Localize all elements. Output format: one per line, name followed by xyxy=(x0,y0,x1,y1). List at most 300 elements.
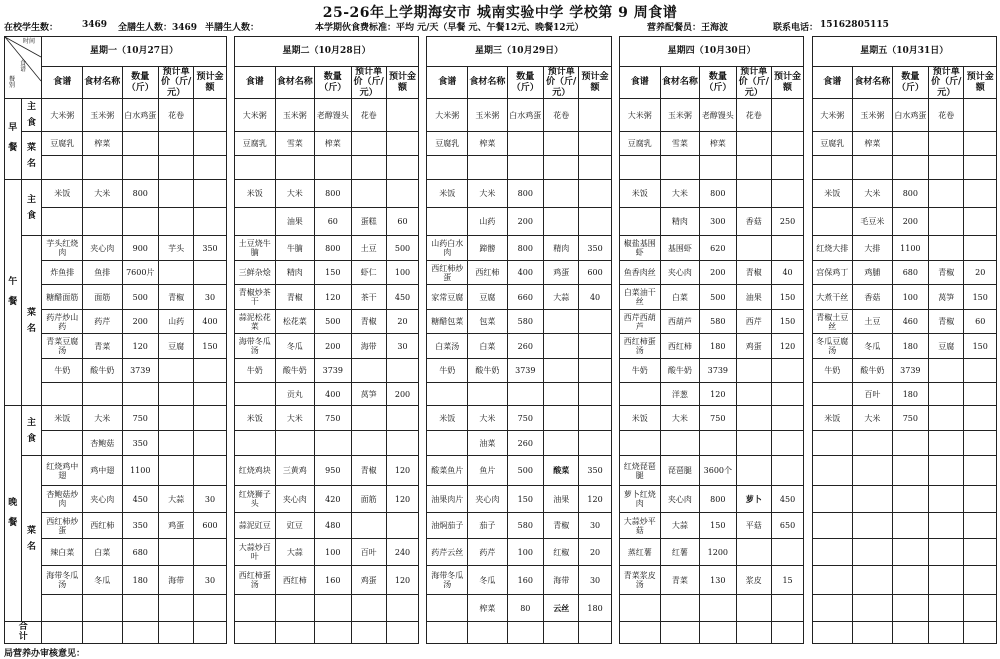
gap-cell xyxy=(804,132,812,156)
empty-cell xyxy=(853,156,893,180)
gap-cell xyxy=(804,359,812,383)
lunch-staple-cell: 米饭 xyxy=(620,180,661,208)
dinner-dish-cell: 30 xyxy=(194,566,226,595)
breakfast-dish-cell xyxy=(158,132,193,156)
dinner-staple-cell xyxy=(427,431,468,456)
dinner-dish-cell: 青椒 xyxy=(544,513,579,539)
empty-cell xyxy=(275,156,315,180)
dinner-dish-cell: 蒸红薯 xyxy=(620,539,661,566)
lunch-dish-cell: 青菜豆腐汤 xyxy=(42,334,83,359)
total-cell xyxy=(158,622,193,644)
dinner-dish-cell: 红椒 xyxy=(544,539,579,566)
gap-cell xyxy=(226,285,234,310)
lunch-dish-cell: 牛奶 xyxy=(42,359,83,383)
gap-cell xyxy=(804,156,812,180)
lunch-dish-cell xyxy=(122,383,158,406)
lunch-dish-cell: 鸡脯 xyxy=(853,261,893,285)
total-cell xyxy=(507,622,543,644)
dinner-dish-cell: 180 xyxy=(122,566,158,595)
lunch-dish-cell: 青椒 xyxy=(736,261,771,285)
dinner-dish-cell xyxy=(892,566,928,595)
lunch-staple-cell: 250 xyxy=(771,208,803,236)
dinner-staple-cell xyxy=(771,431,803,456)
gap-cell xyxy=(226,539,234,566)
breakfast-dish-cell: 榨菜 xyxy=(83,132,123,156)
dinner-dish-cell xyxy=(964,539,997,566)
lunch-dish-cell: 牛奶 xyxy=(234,359,275,383)
lunch-staple-cell: 800 xyxy=(892,180,928,208)
day-header: 星期五（10月31日） xyxy=(812,37,996,67)
total-cell xyxy=(315,622,351,644)
lunch-dish-cell xyxy=(929,359,964,383)
dinner-dish-cell xyxy=(964,513,997,539)
total-cell xyxy=(736,622,771,644)
dinner-staple-cell xyxy=(351,431,386,456)
gap-cell xyxy=(611,406,619,431)
breakfast-staple-cell: 白水鸡蛋 xyxy=(892,99,928,132)
breakfast-dish-cell xyxy=(771,132,803,156)
dinner-dish-cell xyxy=(194,539,226,566)
empty-cell xyxy=(386,156,418,180)
dinner-dish-cell xyxy=(427,595,468,622)
dinner-staple-cell xyxy=(158,406,193,431)
dinner-staple-cell: 大米 xyxy=(853,406,893,431)
total-cell xyxy=(660,622,700,644)
gap-cell xyxy=(611,310,619,334)
lunch-staple-cell xyxy=(736,180,771,208)
dinner-staple-cell: 750 xyxy=(700,406,736,431)
lunch-dish-cell: 20 xyxy=(964,261,997,285)
column-header-price: 预计单价（斤/元） xyxy=(158,67,193,99)
gap-cell xyxy=(226,67,234,99)
day-header: 星期三（10月29日） xyxy=(427,37,611,67)
dinner-dish-cell xyxy=(158,595,193,622)
lunch-staple-cell xyxy=(351,180,386,208)
gap-cell xyxy=(611,285,619,310)
lunch-staple-cell: 200 xyxy=(507,208,543,236)
dinner-dish-cell: 15 xyxy=(771,566,803,595)
dinner-staple-cell xyxy=(386,406,418,431)
lunch-dish-cell: 西红柿 xyxy=(468,261,508,285)
gap-cell xyxy=(804,566,812,595)
students-count: 3469 xyxy=(82,20,108,30)
lunch-dish-cell: 药芹 xyxy=(83,310,123,334)
dinner-staple-cell xyxy=(892,431,928,456)
dinner-staple-cell xyxy=(351,406,386,431)
gap-cell xyxy=(804,310,812,334)
dinner-dish-cell xyxy=(892,539,928,566)
lunch-dish-cell xyxy=(579,383,611,406)
gap-cell xyxy=(804,285,812,310)
sub-label-text: 主食 xyxy=(27,417,37,444)
dinner-staple-cell xyxy=(964,431,997,456)
dinner-staple-cell xyxy=(964,406,997,431)
lunch-dish-cell: 100 xyxy=(892,285,928,310)
lunch-dish-cell: 精肉 xyxy=(275,261,315,285)
dinner-dish-cell: 240 xyxy=(386,539,418,566)
gap-cell xyxy=(226,456,234,486)
dinner-dish-cell xyxy=(771,456,803,486)
lunch-dish-cell: 120 xyxy=(700,383,736,406)
lunch-dish-cell: 620 xyxy=(700,236,736,261)
lunch-dish-cell: 500 xyxy=(315,310,351,334)
dinner-dish-cell xyxy=(853,486,893,513)
gap-cell xyxy=(419,67,427,99)
lunch-dish-cell: 白菜 xyxy=(660,285,700,310)
breakfast-dish-cell: 豆腐乳 xyxy=(42,132,83,156)
empty-cell xyxy=(929,156,964,180)
breakfast-staple-cell: 玉米粥 xyxy=(83,99,123,132)
gap-cell xyxy=(419,180,427,208)
gap-cell xyxy=(804,486,812,513)
dinner-staple-cell: 米饭 xyxy=(620,406,661,431)
sub-label-dishes xyxy=(21,456,42,622)
lunch-dish-cell: 白菜 xyxy=(468,334,508,359)
dinner-dish-cell: 420 xyxy=(315,486,351,513)
empty-cell xyxy=(620,156,661,180)
empty-cell xyxy=(315,156,351,180)
dinner-staple-cell xyxy=(812,431,853,456)
gap-cell xyxy=(419,622,427,644)
lunch-staple-cell xyxy=(158,180,193,208)
lunch-dish-cell: 180 xyxy=(700,334,736,359)
dinner-dish-cell xyxy=(386,595,418,622)
lunch-dish-cell: 山药 xyxy=(158,310,193,334)
lunch-dish-cell xyxy=(351,359,386,383)
column-header-dish: 食谱 xyxy=(620,67,661,99)
dinner-dish-cell: 青椒 xyxy=(351,456,386,486)
dinner-dish-cell: 西红柿炒蛋 xyxy=(42,513,83,539)
lunch-dish-cell xyxy=(812,383,853,406)
dinner-dish-cell: 茄子 xyxy=(468,513,508,539)
lunch-staple-cell: 大米 xyxy=(83,180,123,208)
breakfast-dish-cell: 豆腐乳 xyxy=(812,132,853,156)
gap-cell xyxy=(226,180,234,208)
lunch-dish-cell xyxy=(736,236,771,261)
nutritionist-label: 营养配餐员：王海波 xyxy=(647,23,729,33)
lunch-dish-cell: 牛腩 xyxy=(275,236,315,261)
total-cell xyxy=(700,622,736,644)
lunch-staple-cell: 60 xyxy=(386,208,418,236)
dinner-staple-cell xyxy=(544,431,579,456)
dinner-dish-cell xyxy=(812,595,853,622)
dinner-dish-cell: 350 xyxy=(122,513,158,539)
gap-cell xyxy=(804,406,812,431)
lunch-dish-cell xyxy=(620,383,661,406)
breakfast-dish-cell xyxy=(507,132,543,156)
lunch-dish-cell xyxy=(579,310,611,334)
corner-meal: 餐别 xyxy=(8,76,15,89)
dinner-dish-cell xyxy=(853,566,893,595)
dinner-dish-cell xyxy=(812,456,853,486)
dinner-staple-cell xyxy=(700,431,736,456)
lunch-staple-cell xyxy=(427,208,468,236)
dinner-staple-cell: 米饭 xyxy=(234,406,275,431)
dinner-staple-cell: 大米 xyxy=(468,406,508,431)
sub-label-dishes xyxy=(21,132,42,180)
dinner-dish-cell: 20 xyxy=(579,539,611,566)
lunch-dish-cell: 800 xyxy=(315,236,351,261)
lunch-dish-cell: 30 xyxy=(386,334,418,359)
breakfast-staple-cell: 花卷 xyxy=(736,99,771,132)
lunch-staple-cell: 200 xyxy=(892,208,928,236)
dinner-dish-cell xyxy=(351,513,386,539)
lunch-dish-cell: 3739 xyxy=(892,359,928,383)
lunch-dish-cell: 白菜汤 xyxy=(427,334,468,359)
dinner-staple-cell xyxy=(194,431,226,456)
lunch-staple-cell: 60 xyxy=(315,208,351,236)
column-header-ingredient: 食材名称 xyxy=(83,67,123,99)
empty-cell xyxy=(427,156,468,180)
breakfast-dish-cell xyxy=(194,132,226,156)
total-cell xyxy=(427,622,468,644)
sub-label-staple xyxy=(21,406,42,456)
dinner-dish-cell: 160 xyxy=(507,566,543,595)
gap-cell xyxy=(611,456,619,486)
dinner-staple-cell: 750 xyxy=(315,406,351,431)
total-cell xyxy=(468,622,508,644)
gap-cell xyxy=(226,99,234,132)
lunch-staple-cell xyxy=(194,208,226,236)
total-cell xyxy=(812,622,853,644)
gap-cell xyxy=(611,513,619,539)
gap-cell xyxy=(419,539,427,566)
gap-cell xyxy=(611,67,619,99)
gap-cell xyxy=(419,334,427,359)
lunch-dish-cell: 炸鱼排 xyxy=(42,261,83,285)
lunch-dish-cell xyxy=(194,359,226,383)
dinner-dish-cell: 1200 xyxy=(700,539,736,566)
breakfast-dish-cell: 榨菜 xyxy=(700,132,736,156)
lunch-dish-cell xyxy=(158,359,193,383)
gap-cell xyxy=(226,595,234,622)
breakfast-staple-cell: 花卷 xyxy=(351,99,386,132)
dinner-dish-cell: 冬瓜 xyxy=(83,566,123,595)
dinner-dish-cell: 600 xyxy=(194,513,226,539)
breakfast-dish-cell: 豆腐乳 xyxy=(620,132,661,156)
dinner-dish-cell: 800 xyxy=(700,486,736,513)
sub-label-staple xyxy=(21,180,42,236)
column-header-dish: 食谱 xyxy=(427,67,468,99)
gap-cell xyxy=(804,383,812,406)
lunch-dish-cell: 糖醋面筋 xyxy=(42,285,83,310)
total-cell xyxy=(83,622,123,644)
lunch-dish-cell: 500 xyxy=(700,285,736,310)
dinner-staple-cell: 米饭 xyxy=(812,406,853,431)
dinner-dish-cell xyxy=(736,595,771,622)
lunch-dish-cell: 3739 xyxy=(507,359,543,383)
gap-cell xyxy=(419,486,427,513)
column-header-qty: 数量（斤） xyxy=(892,67,928,99)
column-header-qty: 数量（斤） xyxy=(315,67,351,99)
lunch-dish-cell xyxy=(771,359,803,383)
dinner-dish-cell: 120 xyxy=(386,566,418,595)
lunch-dish-cell xyxy=(427,383,468,406)
lunch-dish-cell: 3739 xyxy=(122,359,158,383)
lunch-dish-cell: 芋头红烧肉 xyxy=(42,236,83,261)
lunch-dish-cell: 680 xyxy=(892,261,928,285)
dinner-dish-cell: 夹心肉 xyxy=(275,486,315,513)
dinner-staple-cell: 大米 xyxy=(275,406,315,431)
gap-cell xyxy=(611,156,619,180)
dinner-dish-cell: 鱼片 xyxy=(468,456,508,486)
empty-cell xyxy=(771,156,803,180)
gap-cell xyxy=(226,383,234,406)
dinner-dish-cell: 160 xyxy=(315,566,351,595)
lunch-dish-cell: 牛奶 xyxy=(812,359,853,383)
dinner-dish-cell: 酸菜鱼片 xyxy=(427,456,468,486)
dinner-staple-cell xyxy=(620,431,661,456)
gap-cell xyxy=(226,310,234,334)
empty-cell xyxy=(194,156,226,180)
gap-cell xyxy=(226,622,234,644)
lunch-dish-cell: 150 xyxy=(964,285,997,310)
dinner-staple-cell: 750 xyxy=(122,406,158,431)
dinner-dish-cell: 130 xyxy=(700,566,736,595)
dinner-dish-cell: 药芹云丝 xyxy=(427,539,468,566)
gap-cell xyxy=(226,156,234,180)
gap-cell xyxy=(419,359,427,383)
page-title: 25-26年上学期海安市 城南实验中学 学校第 9 周食谱 xyxy=(322,5,678,21)
lunch-staple-cell xyxy=(158,208,193,236)
lunch-dish-cell: 包菜 xyxy=(468,310,508,334)
lunch-staple-cell: 米饭 xyxy=(42,180,83,208)
dinner-dish-cell xyxy=(812,539,853,566)
sub-label-text: 菜名 xyxy=(27,525,37,552)
breakfast-staple-cell: 玉米粥 xyxy=(853,99,893,132)
gap-cell xyxy=(611,359,619,383)
dinner-dish-cell: 红烧鸡块 xyxy=(234,456,275,486)
dinner-dish-cell: 大蒜 xyxy=(158,486,193,513)
lunch-staple-cell xyxy=(964,208,997,236)
lunch-dish-cell: 精肉 xyxy=(544,236,579,261)
lunch-dish-cell: 西芹 xyxy=(736,310,771,334)
lunch-dish-cell: 蒜泥松花菜 xyxy=(234,310,275,334)
breakfast-staple-cell: 大米粥 xyxy=(620,99,661,132)
dinner-staple-cell: 260 xyxy=(507,431,543,456)
gap-cell xyxy=(419,156,427,180)
dinner-dish-cell: 680 xyxy=(122,539,158,566)
dinner-dish-cell: 油焖茄子 xyxy=(427,513,468,539)
lunch-dish-cell xyxy=(234,383,275,406)
column-header-dish: 食谱 xyxy=(42,67,83,99)
gap-cell xyxy=(804,456,812,486)
gap-cell xyxy=(419,236,427,261)
gap-cell xyxy=(804,513,812,539)
lunch-dish-cell: 豆腐 xyxy=(158,334,193,359)
empty-cell xyxy=(660,156,700,180)
day-header: 星期四（10月30日） xyxy=(620,37,804,67)
lunch-staple-cell: 800 xyxy=(700,180,736,208)
meal-label-dinner xyxy=(5,406,22,622)
dinner-staple-cell xyxy=(42,431,83,456)
total-cell xyxy=(892,622,928,644)
gap-cell xyxy=(611,208,619,236)
lunch-dish-cell: 460 xyxy=(892,310,928,334)
dinner-dish-cell xyxy=(158,539,193,566)
lunch-dish-cell: 大煮干丝 xyxy=(812,285,853,310)
lunch-dish-cell: 3739 xyxy=(700,359,736,383)
breakfast-dish-cell: 榨菜 xyxy=(468,132,508,156)
lunch-dish-cell xyxy=(736,383,771,406)
sub-label-text: 菜名 xyxy=(27,307,37,334)
breakfast-staple-cell: 玉米粥 xyxy=(660,99,700,132)
dinner-dish-cell: 150 xyxy=(507,486,543,513)
lunch-staple-cell: 大米 xyxy=(660,180,700,208)
lunch-dish-cell xyxy=(158,261,193,285)
lunch-dish-cell: 豆腐 xyxy=(468,285,508,310)
lunch-dish-cell: 西红柿 xyxy=(660,334,700,359)
dinner-dish-cell: 豇豆 xyxy=(275,513,315,539)
dinner-staple-cell: 大米 xyxy=(83,406,123,431)
dinner-dish-cell: 浆皮 xyxy=(736,566,771,595)
gap-cell xyxy=(226,566,234,595)
lunch-dish-cell xyxy=(544,310,579,334)
students-label: 在校学生数： xyxy=(4,23,59,33)
gap-cell xyxy=(611,539,619,566)
dinner-dish-cell xyxy=(853,513,893,539)
lunch-dish-cell: 580 xyxy=(700,310,736,334)
lunch-dish-cell xyxy=(42,383,83,406)
lunch-dish-cell xyxy=(579,334,611,359)
lunch-dish-cell: 香菇 xyxy=(853,285,893,310)
lunch-dish-cell: 260 xyxy=(507,334,543,359)
gap-cell xyxy=(419,513,427,539)
lunch-dish-cell: 油果 xyxy=(736,285,771,310)
dinner-dish-cell xyxy=(700,595,736,622)
total-cell xyxy=(275,622,315,644)
lunch-dish-cell: 20 xyxy=(386,310,418,334)
gap-cell xyxy=(804,208,812,236)
lunch-dish-cell: 30 xyxy=(194,285,226,310)
dinner-dish-cell: 萝卜红烧肉 xyxy=(620,486,661,513)
total-cell xyxy=(386,622,418,644)
dinner-dish-cell: 三黄鸡 xyxy=(275,456,315,486)
lunch-dish-cell: 1100 xyxy=(892,236,928,261)
dinner-dish-cell xyxy=(386,513,418,539)
breakfast-dish-cell: 豆腐乳 xyxy=(234,132,275,156)
gap-cell xyxy=(419,456,427,486)
dinner-dish-cell xyxy=(194,456,226,486)
lunch-dish-cell: 150 xyxy=(194,334,226,359)
lunch-dish-cell: 洋葱 xyxy=(660,383,700,406)
column-header-ingredient: 食材名称 xyxy=(660,67,700,99)
lunch-dish-cell: 山药白水肉 xyxy=(427,236,468,261)
lunch-staple-cell: 蛋糕 xyxy=(351,208,386,236)
dinner-dish-cell: 海带冬瓜汤 xyxy=(427,566,468,595)
gap-cell xyxy=(226,261,234,285)
gap-cell xyxy=(419,208,427,236)
sub-label-text: 主食 xyxy=(27,102,37,129)
gap-cell xyxy=(226,359,234,383)
empty-cell xyxy=(386,99,418,132)
dinner-dish-cell xyxy=(892,486,928,513)
menu-table xyxy=(4,36,997,644)
breakfast-staple-cell: 白水鸡蛋 xyxy=(507,99,543,132)
gap-cell xyxy=(804,261,812,285)
lunch-dish-cell: 药芹炒山药 xyxy=(42,310,83,334)
dinner-dish-cell: 夹心肉 xyxy=(468,486,508,513)
lunch-dish-cell xyxy=(468,383,508,406)
dinner-dish-cell xyxy=(620,595,661,622)
lunch-dish-cell: 虾仁 xyxy=(351,261,386,285)
lunch-dish-cell xyxy=(507,383,543,406)
lunch-dish-cell: 40 xyxy=(579,285,611,310)
dinner-staple-cell: 米饭 xyxy=(42,406,83,431)
dinner-dish-cell: 120 xyxy=(579,486,611,513)
breakfast-dish-cell xyxy=(544,132,579,156)
lunch-dish-cell: 青菜 xyxy=(83,334,123,359)
